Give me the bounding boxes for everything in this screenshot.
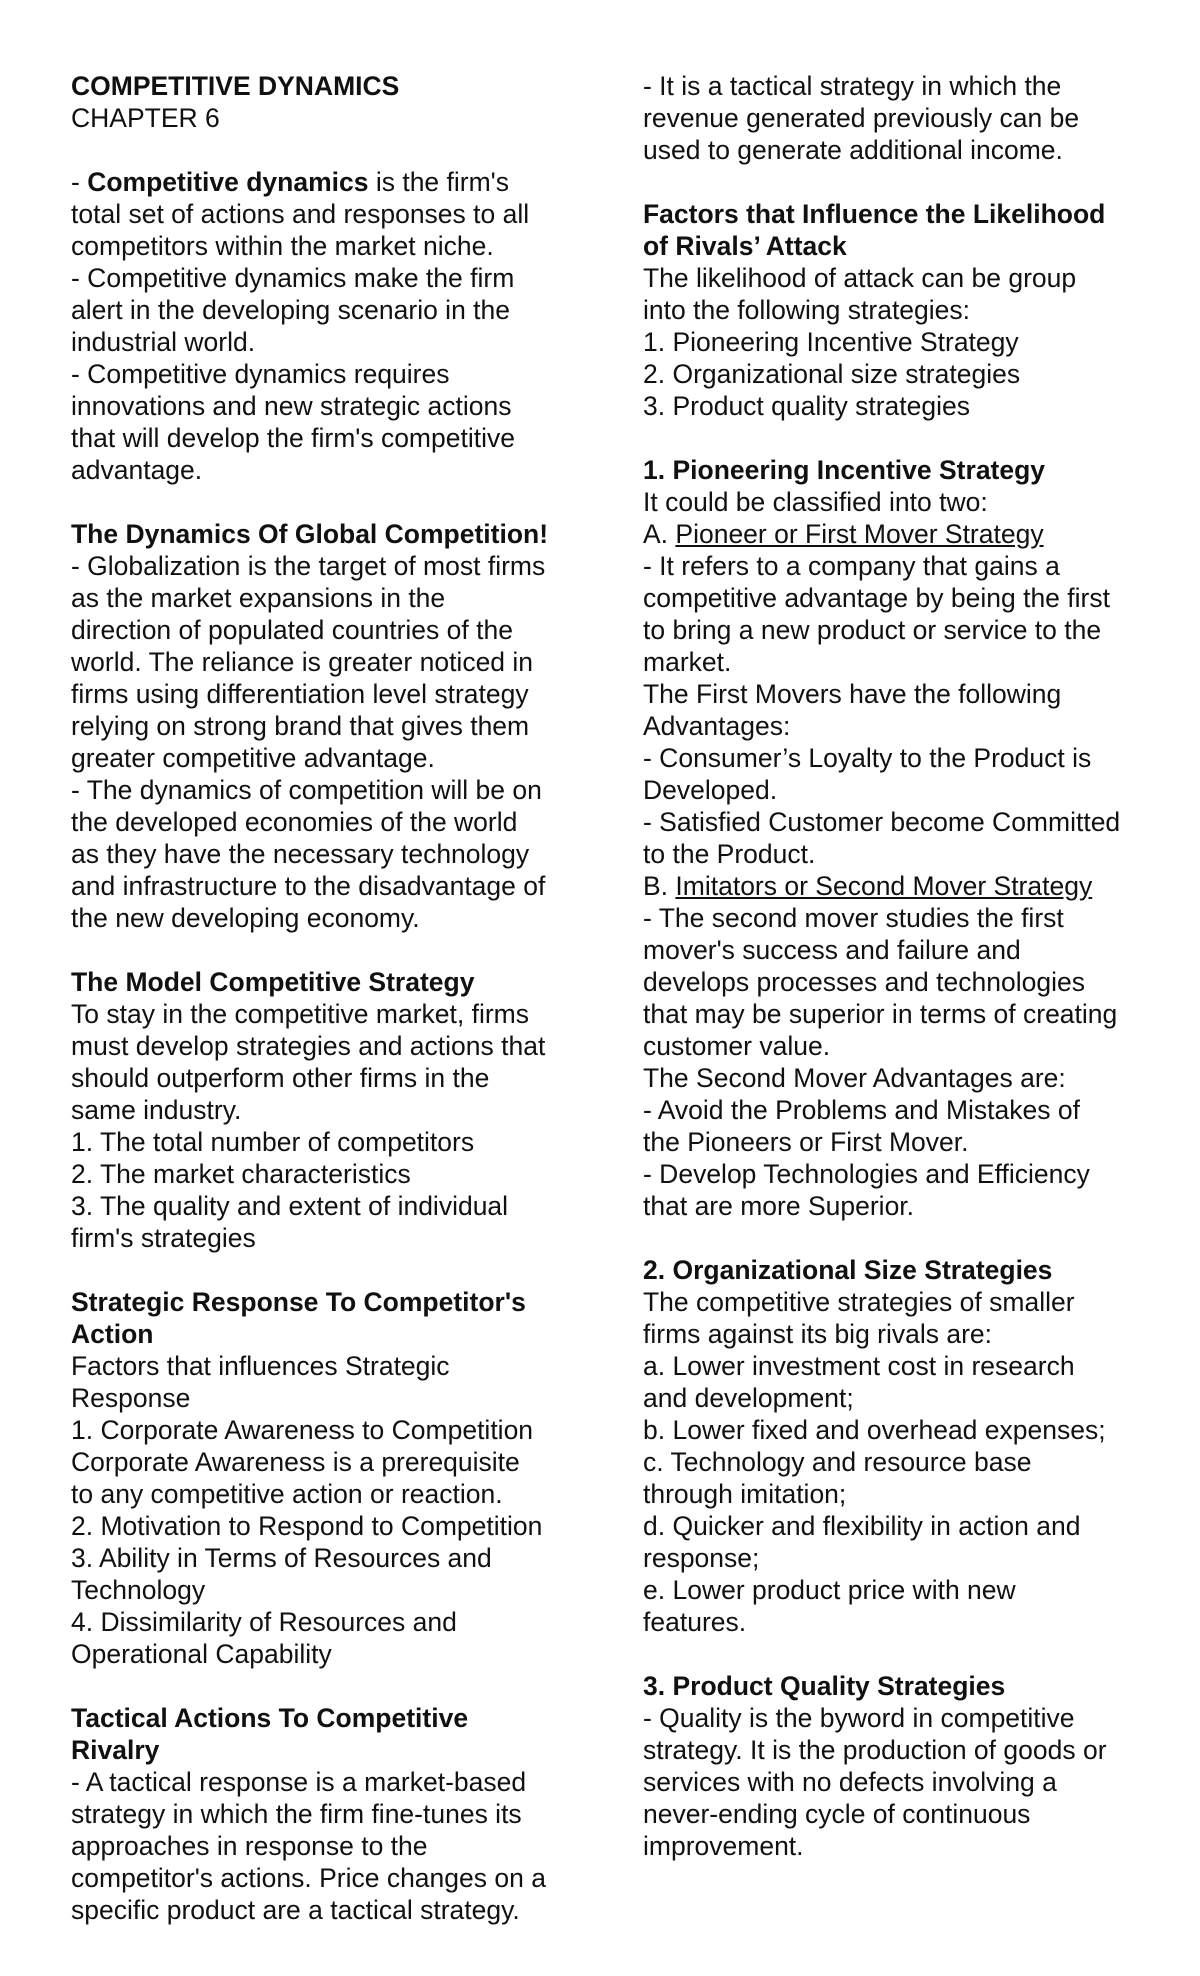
list-item: b. Lower fixed and overhead expenses; — [643, 1415, 1106, 1445]
paragraph-line: develops processes and technologies — [643, 967, 1085, 997]
underlined-term: Pioneer or First Mover Strategy — [675, 519, 1044, 549]
paragraph-line: as the market expansions in the — [71, 583, 446, 613]
tactical-actions-section — [71, 1702, 591, 1926]
paragraph-line: - It is a tactical strategy in which the — [643, 71, 1062, 101]
paragraph-line: The likelihood of attack can be group — [643, 263, 1077, 293]
paragraph-line: customer value. — [643, 1031, 831, 1061]
paragraph-line: improvement. — [643, 1831, 804, 1861]
paragraph-line: firms against its big rivals are: — [643, 1319, 993, 1349]
section-heading: 2. Organizational Size Strategies — [643, 1255, 1053, 1285]
list-item: d. Quicker and flexibility in action and — [643, 1511, 1081, 1541]
list-item: e. Lower product price with new — [643, 1575, 1016, 1605]
paragraph-line: - Develop Technologies and Efficiency — [643, 1159, 1090, 1189]
paragraph-line: - A tactical response is a market-based — [71, 1767, 527, 1797]
paragraph-line: - Competitive dynamics requires — [71, 359, 450, 389]
section-heading-cont: Action — [71, 1319, 154, 1349]
paragraph-line: the new developing economy. — [71, 903, 420, 933]
bold-term: Competitive dynamics — [87, 167, 369, 197]
list-item: firm's strategies — [71, 1223, 256, 1253]
list-item: and development; — [643, 1383, 854, 1413]
paragraph-line: into the following strategies: — [643, 295, 971, 325]
paragraph-line: greater competitive advantage. — [71, 743, 435, 773]
paragraph-line: to bring a new product or service to the — [643, 615, 1102, 645]
section-heading: The Dynamics Of Global Competition! — [71, 519, 549, 549]
paragraph-line: never-ending cycle of continuous — [643, 1799, 1031, 1829]
right-column — [643, 70, 1163, 1862]
paragraph-line: Developed. — [643, 775, 778, 805]
paragraph-line: should outperform other firms in the — [71, 1063, 490, 1093]
paragraph-line: strategy. It is the production of goods or — [643, 1735, 1107, 1765]
list-item: 2. Motivation to Respond to Competition — [71, 1511, 543, 1541]
left-column — [71, 70, 591, 1926]
paragraph-line: market. — [643, 647, 732, 677]
paragraph-line: that are more Superior. — [643, 1191, 915, 1221]
paragraph-line: the developed economies of the world — [71, 807, 518, 837]
paragraph-line: To stay in the competitive market, firms — [71, 999, 530, 1029]
paragraph-line: to any competitive action or reaction. — [71, 1479, 503, 1509]
paragraph-line: innovations and new strategic actions — [71, 391, 512, 421]
list-item: 3. Ability in Terms of Resources and — [71, 1543, 492, 1573]
paragraph-line: - It refers to a company that gains a — [643, 551, 1060, 581]
list-item: 3. Product quality strategies — [643, 391, 971, 421]
section-heading: Tactical Actions To Competitive — [71, 1703, 469, 1733]
underlined-term: Imitators or Second Mover Strategy — [675, 871, 1093, 901]
section-heading: 1. Pioneering Incentive Strategy — [643, 455, 1046, 485]
list-item: 3. The quality and extent of individual — [71, 1191, 509, 1221]
paragraph-line: world. The reliance is greater noticed in — [71, 647, 534, 677]
pioneering-section — [643, 454, 1163, 1222]
paragraph-line: the Pioneers or First Mover. — [643, 1127, 969, 1157]
list-item: 1. The total number of competitors — [71, 1127, 475, 1157]
paragraph-line: that may be superior in terms of creating — [643, 999, 1118, 1029]
list-item: 2. Organizational size strategies — [643, 359, 1021, 389]
subheading-b: B. Imitators or Second Mover Strategy — [643, 871, 1093, 901]
list-item: features. — [643, 1607, 747, 1637]
paragraph-line: competitors within the market niche. — [71, 231, 494, 261]
intro-section — [71, 166, 591, 486]
paragraph-line: direction of populated countries of the — [71, 615, 513, 645]
paragraph-line: must develop strategies and actions that — [71, 1031, 546, 1061]
list-item: 4. Dissimilarity of Resources and — [71, 1607, 457, 1637]
global-competition-section — [71, 518, 591, 934]
paragraph-line: competitor's actions. Price changes on a — [71, 1863, 546, 1893]
list-item: a. Lower investment cost in research — [643, 1351, 1075, 1381]
subheading-a: A. Pioneer or First Mover Strategy — [643, 519, 1044, 549]
strategic-response-section — [71, 1286, 591, 1670]
paragraph-line: Factors that influences Strategic — [71, 1351, 450, 1381]
list-item: through imitation; — [643, 1479, 847, 1509]
paragraph-line: The Second Mover Advantages are: — [643, 1063, 1066, 1093]
tactical-continuation — [643, 70, 1163, 166]
paragraph-line: - Quality is the byword in competitive — [643, 1703, 1075, 1733]
paragraph-line: as they have the necessary technology — [71, 839, 530, 869]
paragraph-line: to the Product. — [643, 839, 816, 869]
section-heading: Strategic Response To Competitor's — [71, 1287, 526, 1317]
paragraph-line: - Consumer’s Loyalty to the Product is — [643, 743, 1092, 773]
section-heading: Factors that Influence the Likelihood — [643, 199, 1106, 229]
paragraph-line: strategy in which the firm fine-tunes its — [71, 1799, 522, 1829]
list-item: 1. Pioneering Incentive Strategy — [643, 327, 1019, 357]
paragraph-line: alert in the developing scenario in the — [71, 295, 511, 325]
section-heading: The Model Competitive Strategy — [71, 967, 475, 997]
model-strategy-section — [71, 966, 591, 1254]
paragraph-line: firms using differentiation level strategy — [71, 679, 529, 709]
list-item: 1. Corporate Awareness to Competition — [71, 1415, 534, 1445]
list-item: Operational Capability — [71, 1639, 332, 1669]
list-item: Technology — [71, 1575, 206, 1605]
paragraph-line: Advantages: — [643, 711, 791, 741]
paragraph-line: - The second mover studies the first — [643, 903, 1064, 933]
paragraph-line: - Satisfied Customer become Committed — [643, 807, 1121, 837]
paragraph-line: specific product are a tactical strategy. — [71, 1895, 520, 1925]
paragraph-line: and infrastructure to the disadvantage of — [71, 871, 546, 901]
paragraph-line: services with no defects involving a — [643, 1767, 1057, 1797]
paragraph-line: mover's success and failure and — [643, 935, 1021, 965]
chapter-label: CHAPTER 6 — [71, 103, 220, 133]
paragraph-line: used to generate additional income. — [643, 135, 1063, 165]
paragraph-line: - The dynamics of competition will be on — [71, 775, 542, 805]
paragraph-line: relying on strong brand that gives them — [71, 711, 530, 741]
paragraph-line: Response — [71, 1383, 191, 1413]
paragraph-line: industrial world. — [71, 327, 256, 357]
paragraph-line: advantage. — [71, 455, 203, 485]
paragraph-line: total set of actions and responses to all — [71, 199, 530, 229]
section-heading-cont: Rivalry — [71, 1735, 160, 1765]
list-item: response; — [643, 1543, 760, 1573]
paragraph-line: The First Movers have the following — [643, 679, 1062, 709]
paragraph-line: competitive advantage by being the first — [643, 583, 1110, 613]
rivals-attack-section — [643, 198, 1163, 422]
paragraph-line: - Competitive dynamics make the firm — [71, 263, 515, 293]
paragraph-line: Corporate Awareness is a prerequisite — [71, 1447, 520, 1477]
product-quality-section — [643, 1670, 1163, 1862]
paragraph-line: same industry. — [71, 1095, 242, 1125]
paragraph-line: It could be classified into two: — [643, 487, 988, 517]
paragraph-line: - Globalization is the target of most firms — [71, 551, 546, 581]
paragraph-line: - Avoid the Problems and Mistakes of — [643, 1095, 1080, 1125]
paragraph-line: The competitive strategies of smaller — [643, 1287, 1075, 1317]
list-item: 2. The market characteristics — [71, 1159, 411, 1189]
organizational-size-section — [643, 1254, 1163, 1638]
section-heading: 3. Product Quality Strategies — [643, 1671, 1006, 1701]
list-item: c. Technology and resource base — [643, 1447, 1032, 1477]
paragraph-line: revenue generated previously can be — [643, 103, 1080, 133]
section-heading-cont: of Rivals’ Attack — [643, 231, 847, 261]
paragraph-line: that will develop the firm's competitive — [71, 423, 515, 453]
paragraph-line: - Competitive dynamics is the firm's — [71, 167, 509, 197]
paragraph-line: approaches in response to the — [71, 1831, 428, 1861]
document-title: COMPETITIVE DYNAMICS — [71, 71, 400, 101]
